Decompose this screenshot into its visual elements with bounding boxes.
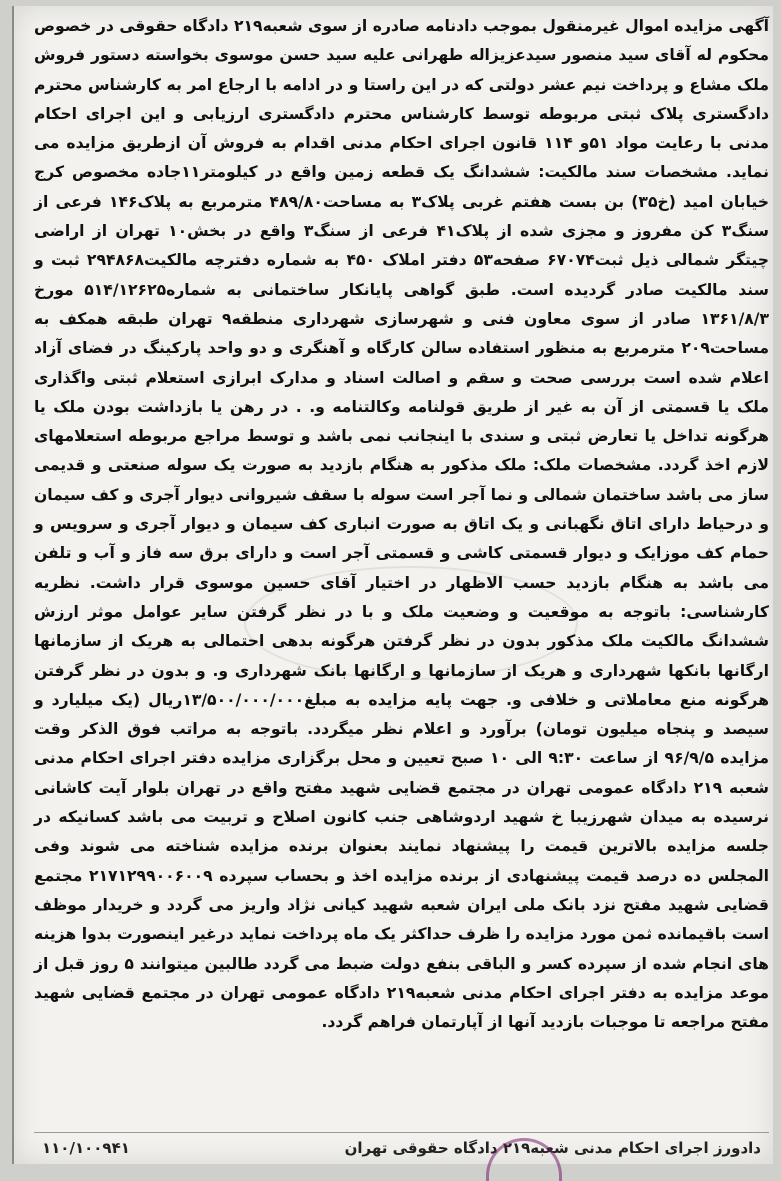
notice-code: ۱۱۰/۱۰۰۹۴۱ (42, 1139, 130, 1157)
newspaper-clipping (12, 6, 773, 1164)
notice-body: آگهی مزایده اموال غیرمنقول بموجب دادنامه صادره از سوی شعبه۲۱۹ دادگاه حقوقی در خصوص محکوم له آقای سید منصور سیدعزیزاله طهرانی علیه سید حسن موسوی بخواسته دستور فروش ملک مشاع و پرداخت نیم عشر دولتی که در این راستا و در ادامه با ارجاع امر به کارشناس محترم دادگستری پلاک ثبتی مربوطه توسط کارشناس محترم دادگستری ارزیابی و این اجرای احکام مدنی با رعایت مواد ۵۱و ۱۱۴ قانون اجرای احکام مدنی اقدام به فروش آن ازطریق مزایده می نماید. مشخصات سند مالکیت: ششدانگ یک قطعه زمین واقع در کیلومتر۱۱جاده مخصوص کرج خیابان امید (خ۳۵) بن بست هفتم غربی پلاک۳ به مساحت۴۸۹/۸۰ مترمربع به پلاک۱۴۶ فرعی از سنگ۳ کن مفروز و مجزی شده از پلاک۴۱ فرعی از سنگ۳ واقع در بخش۱۰ تهران از اراضی چیتگر شمالی ذیل ثبت۶۷۰۷۴ صفحه۵۳ دفتر املاک ۴۵۰ به شماره دفترچه مالکیت۲۹۴۸۶۸ ثبت و سند مالکیت صادر گردیده است. طبق گواهی پایانکار ساختمانی به شماره۵۱۴/۱۲۶۲۵ مورخ ۱۳۶۱/۸/۳ صادر از سوی معاون فنی و شهرسازی شهرداری منطقه۹ تهران طبقه همکف به مساحت۲۰۹ مترمربع به منظور استفاده سالن کارگاه و آهنگری و دو واحد پارکینگ در فضای آزاد اعلام شده است بررسی صحت و سقم و اصالت اسناد و مدارک ابرازی استعلام ثبتی واگذاری ملک یا قسمتی از آن به غیر از طریق قولنامه وکالتنامه و. . در رهن یا بازداشت بودن ملک یا هرگونه تداخل یا تعارض ثبتی و سندی با اینجانب نمی باشد و توسط مراجع مربوطه استعلامهای لازم اخذ گردد. مشخصات ملک: ملک مذکور به هنگام بازدید به صورت یک سوله صنعتی و قدیمی ساز می باشد ساختمان شمالی و نما آجر است سوله با سقف شیروانی دیوار آجری و کف سیمان و درحیاط دارای اتاق نگهبانی و یک اتاق به صورت انباری کف سیمان و دیوار آجری و سرویس و حمام کف موزایک و دیوار قسمتی کاشی و قسمتی آجر است و دارای برق سه فاز و آب و تلفن می باشد به هنگام بازدید حسب الاظهار در اختیار آقای حسین موسوی قرار داشت. نظریه کارشناسی: باتوجه به موقعیت و وضعیت ملک و با در نظر گرفتن سایر عوامل موثر ارزش ششدانگ مالکیت ملک مذکور بدون در نظر گرفتن هرگونه بدهی احتمالی به هریک از سازمانها ارگانها بانکها شهرداری و هریک از سازمانها و ارگانها بانک شهرداری و. و بدون در نظر گرفتن هرگونه منع معاملاتی و خلافی و. جهت پایه مزایده به مبلغ۱۳/۵۰۰/۰۰۰/۰۰۰ریال (یک میلیارد و سیصد و پنجاه میلیون تومان) برآورد و اعلام نظر میگردد. باتوجه به مراتب فوق الذکر وقت مزایده ۹۶/۹/۵ از ساعت ۹:۳۰ الی ۱۰ صبح تعیین و محل برگزاری مزایده دفتر اجرای احکام مدنی شعبه ۲۱۹ دادگاه عمومی تهران در مجتمع قضایی شهید مفتح واقع در تهران بلوار آیت کاشانی نرسیده به میدان شهرزیبا خ شهید اردوشاهی جنب کانون اصلاح و تربیت می باشد کسانیکه در جلسه مزایده بالاترین قیمت را پیشنهاد نمایند بعنوان برنده مزایده شناخته می شوند وفی المجلس ده درصد قیمت پیشنهادی از برنده مزایده اخذ و بحساب سپرده ۲۱۷۱۲۹۹۰۰۶۰۰۹ مجتمع قضایی شهید مفتح نزد بانک ملی ایران شعبه شهید کیانی نژاد واریز می گردد و خریدار موظف است باقیمانده ثمن مورد مزایده را ظرف حداکثر یک ماه پرداخت نماید درغیر اینصورت بدوا هزینه های انجام شده از سپرده کسر و الباقی بنفع دولت ضبط می گردد طالبین میتوانند ۵ روز قبل از موعد مزایده به دفتر اجرای احکام مدنی شعبه۲۱۹ دادگاه عمومی تهران در مجتمع قضایی شهید مفتح مراجعه تا موجبات بازدید آنها از آپارتمان فراهم گردد. (34, 17, 770, 1032)
signature-line: دادورز اجرای احکام مدنی شعبه۲۱۹ دادگاه حقوقی تهران (344, 1139, 761, 1157)
auction-notice (34, 12, 769, 1132)
notice-footer (34, 1132, 769, 1163)
